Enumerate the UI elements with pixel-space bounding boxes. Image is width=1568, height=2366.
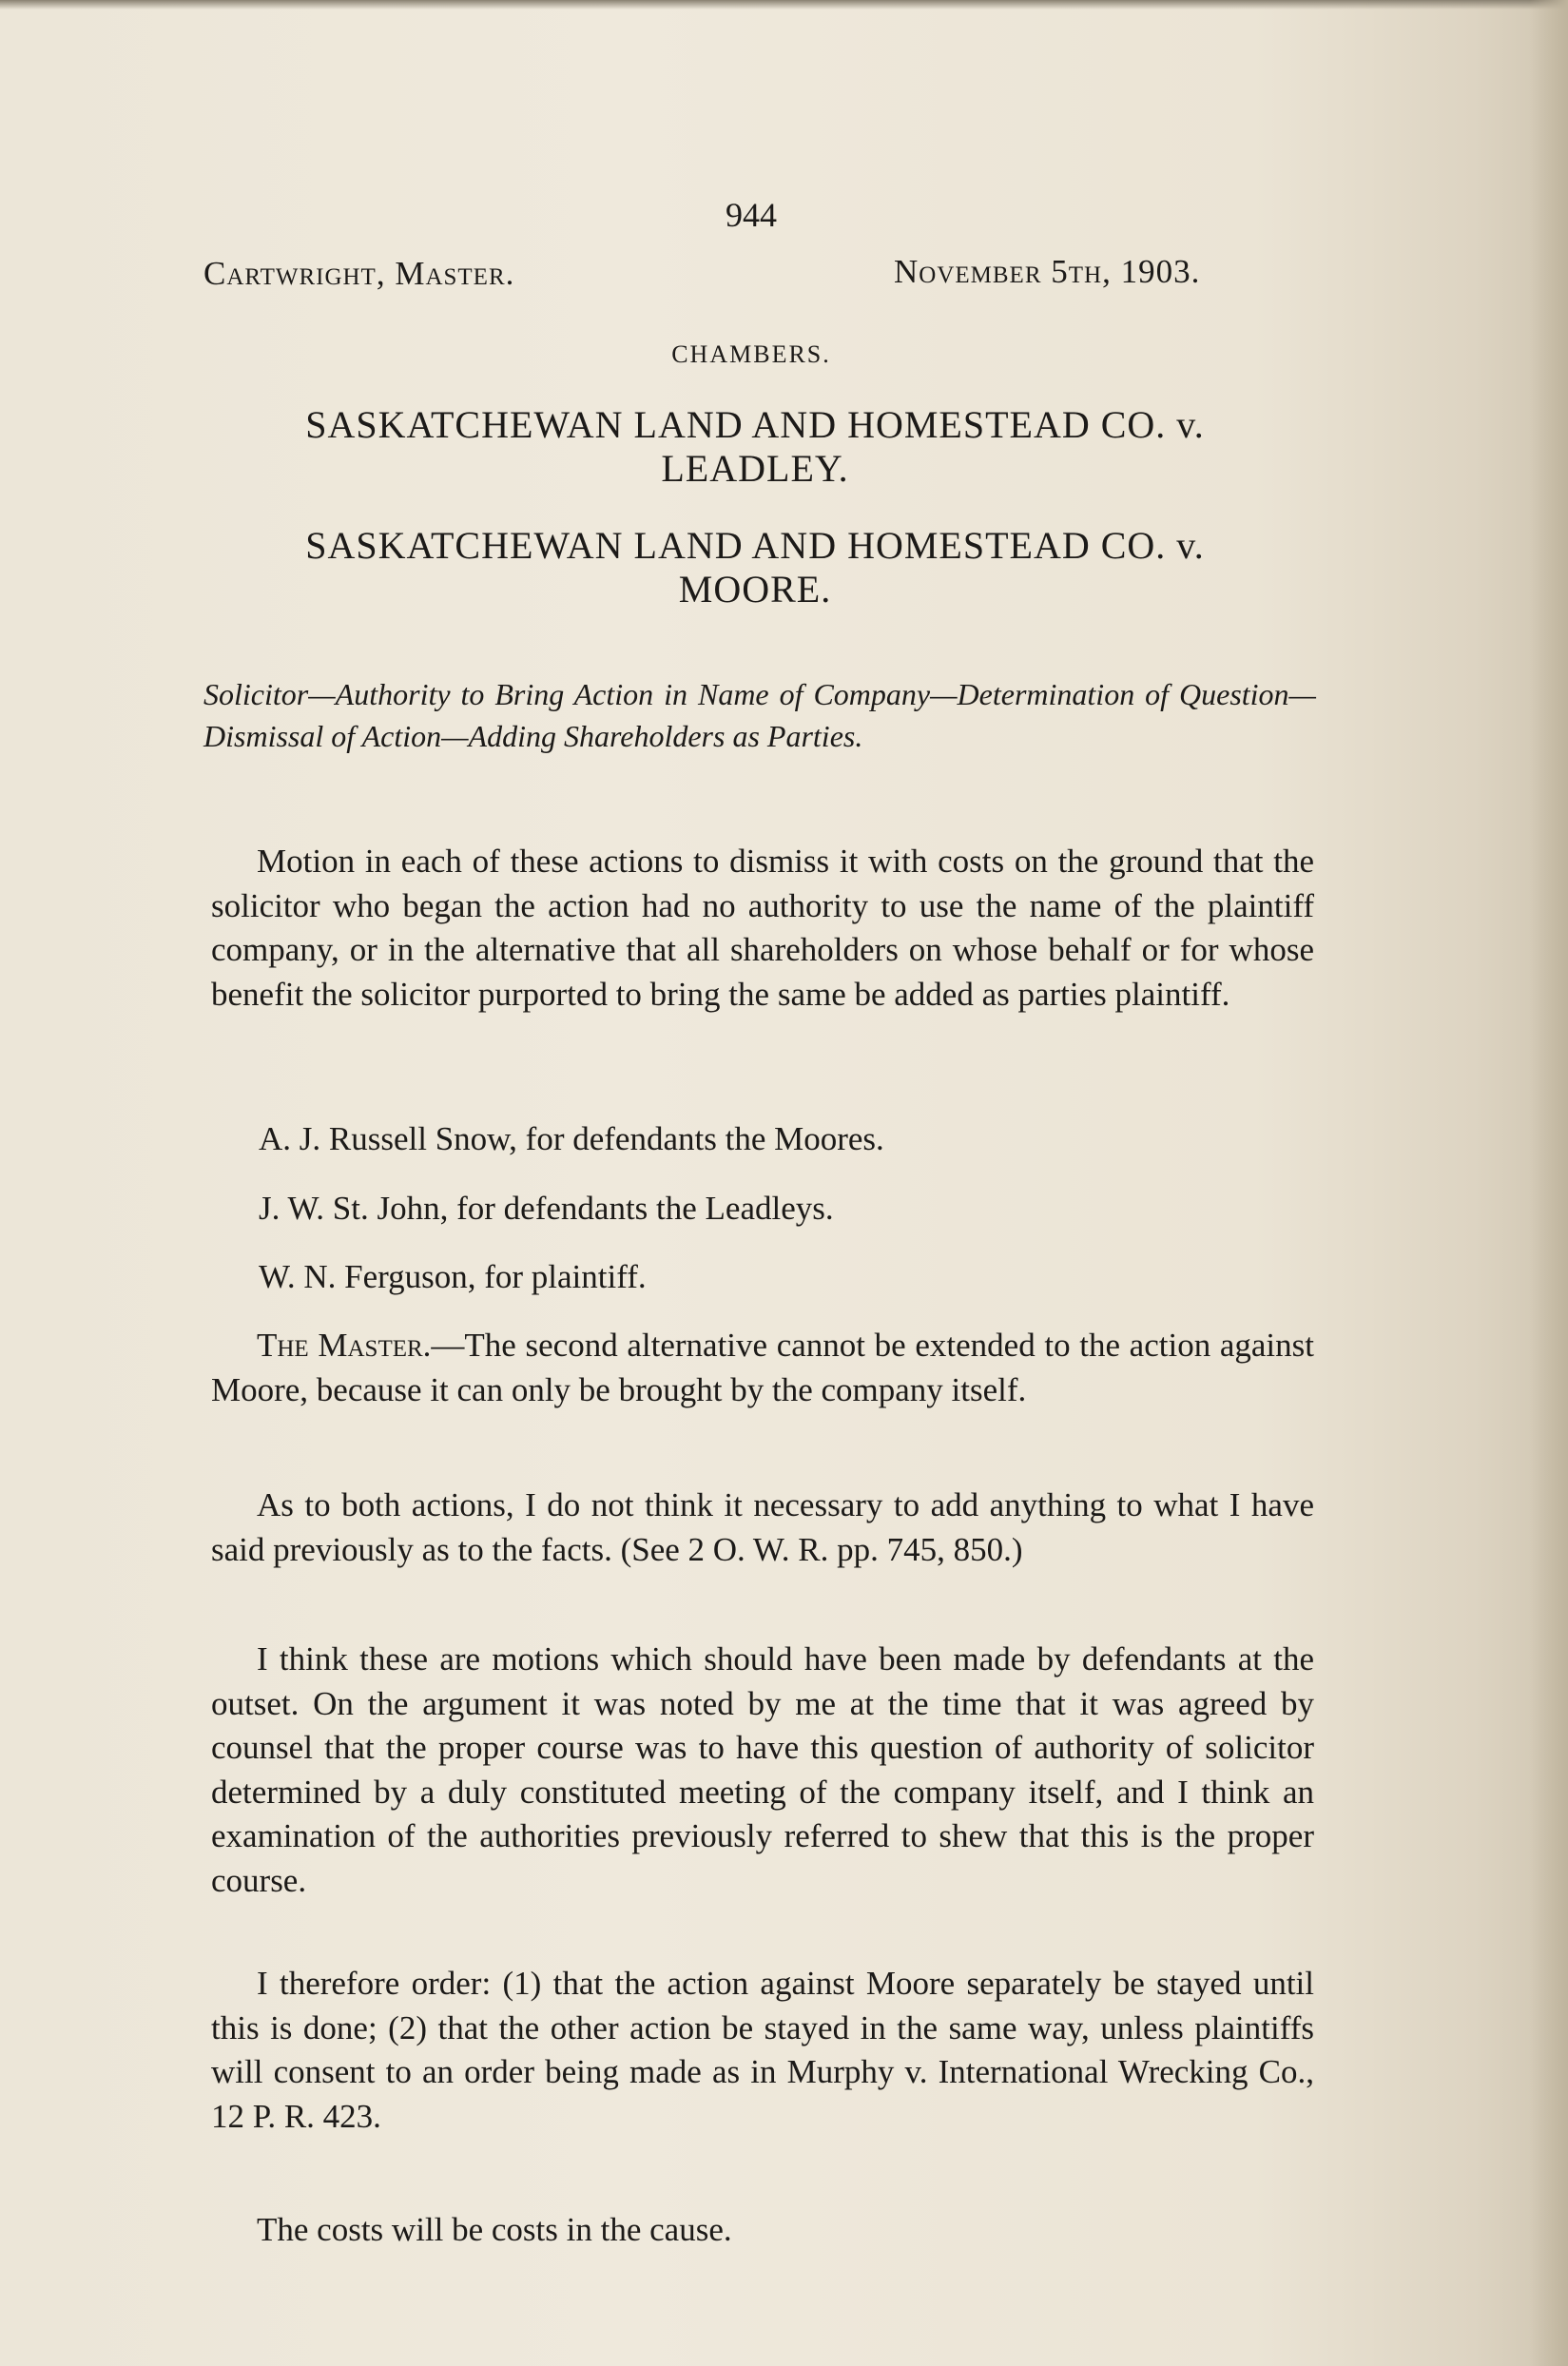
judgment-text: —The second alternative cannot be extended to the action against Moore, because it can only be brought by the company itself. [211,1327,1315,1408]
judgment-paragraph-5: The costs will be costs in the cause. [257,2211,732,2248]
court-label: CHAMBERS. [671,340,831,368]
judgment-paragraph-2: As to both actions, I do not think it necessary to add anything to what I have said previously as to the facts. (See 2 O. W. R. pp. 745, 850.) [211,1486,1314,1568]
running-header-judge: Cartwright, Master. [203,255,515,292]
page-top-shadow [0,0,1568,10]
judgment-paragraph-4: I therefore order: (1) that the action against Moore separately be stayed until this is done; (2) that the other action be stayed in the same way, unless plaintiffs will consent to an order being made as in Murphy v. International Wrecking Co., 12 P. R. 423. [211,1965,1314,2135]
judgment-paragraph-3: I think these are motions which should have been made by defendants at the outset. On the argument it was noted by me at the time that it was agreed by counsel that the proper course was to have this question of authority of solicitor determined by a duly constituted meeting of the company itself, and I think an examination of the authorities previously referred to shew that this is the proper course. [211,1640,1314,1899]
counsel-line: J. W. St. John, for defendants the Leadleys. [259,1190,834,1227]
headnote: Solicitor—Authority to Bring Action in Name of Company—Determination of Question—Dismissal of Action—Adding Shareholders as Parties. [203,677,1316,753]
judgment-paragraph-1 [211,1324,1314,1412]
counsel-line: W. N. Ferguson, for plaintiff. [259,1258,647,1295]
case-title-line: SASKATCHEWAN LAND AND HOMESTEAD CO. v. [305,524,1205,567]
page-right-edge [1530,0,1568,2366]
case-title-line: MOORE. [678,568,832,611]
running-header-date: November 5th, 1903. [894,253,1201,290]
case-title-line: SASKATCHEWAN LAND AND HOMESTEAD CO. v. [305,403,1205,446]
motion-paragraph: Motion in each of these actions to dismiss it with costs on the ground that the solicitor who began the action had no authority to use the name of the plaintiff company, or in the alternative that all shareholders on whose behalf or for whose benefit the solicitor purported to bring the same be added as parties plaintiff. [211,843,1314,1013]
case-title-moore [203,524,1307,611]
page-number: 944 [726,196,777,234]
speaker-label: The Master. [257,1327,432,1364]
counsel-line: A. J. Russell Snow, for defendants the Moores. [259,1120,884,1157]
case-title-line: LEADLEY. [661,447,849,490]
case-title-leadley [203,403,1307,491]
